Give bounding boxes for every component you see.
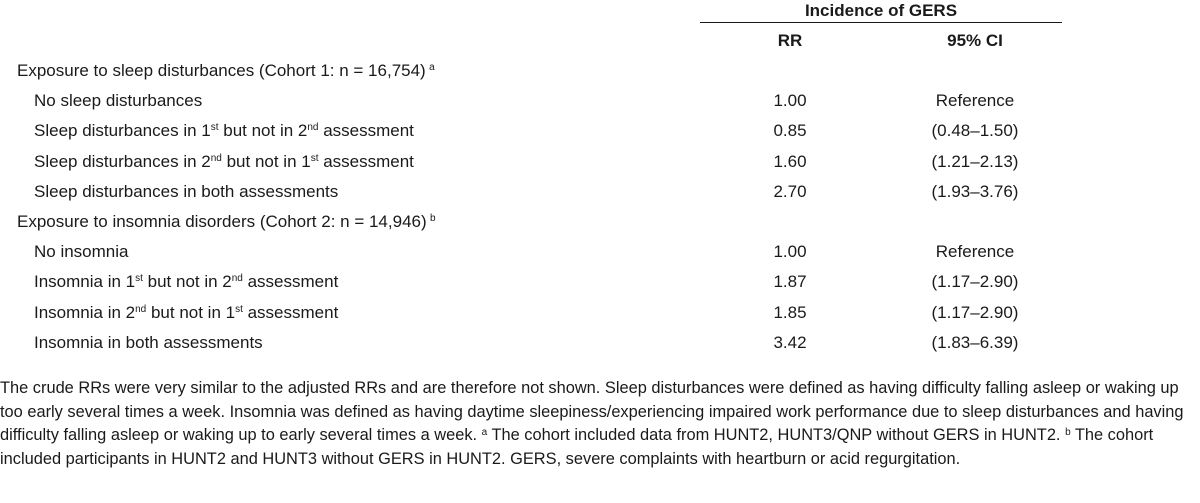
row-label	[34, 86, 202, 116]
section-row	[0, 207, 1200, 237]
rr-value: 3.42	[773, 332, 807, 352]
section-label	[17, 207, 436, 237]
footnote-marker: b	[430, 213, 436, 224]
column-header-rr: RR	[777, 31, 803, 50]
rr-value: 2.70	[773, 181, 807, 201]
footnote-a-text: The cohort included data from HUNT2, HUNT3/QNP without GERS in HUNT2.	[487, 426, 1061, 444]
label-text: but not in 1	[221, 151, 311, 171]
label-text: Insomnia in 2	[34, 302, 136, 322]
ci-value: (1.93–3.76)	[931, 181, 1019, 201]
rr-value: 1.00	[773, 242, 807, 262]
ordinal-suffix: nd	[307, 122, 319, 134]
rr-value: 0.85	[773, 121, 807, 141]
label-text: Sleep disturbances in both assessments	[34, 181, 339, 201]
ci-value: (1.17–2.90)	[931, 302, 1019, 322]
ordinal-suffix: st	[310, 152, 319, 164]
row-label	[34, 328, 263, 358]
column-header-ci: 95% CI	[947, 31, 1003, 50]
table-row	[0, 116, 1200, 146]
table-footnote	[0, 377, 1196, 471]
ci-value: (0.48–1.50)	[931, 121, 1019, 141]
table-row	[0, 298, 1200, 328]
table-row	[0, 267, 1200, 297]
footnote-main: The crude RRs were very similar to the adjusted RRs and are therefore not shown. Sleep disturbances were defined as having difficulty falling asleep or waking up too early several times a week. Insomnia was defined as having daytime sleepiness/experiencing impaired work performance due to sleep disturbances and having difficulty falling asleep or waking up to early several times a week.	[0, 379, 1184, 444]
section-label-text: Exposure to sleep disturbances (Cohort 1: n = 16,754)	[17, 61, 426, 80]
label-text: Sleep disturbances in 2	[34, 151, 211, 171]
section-label-text: Exposure to insomnia disorders (Cohort 2: n = 14,946)	[17, 212, 427, 231]
row-label	[34, 267, 338, 297]
ci-value: (1.21–2.13)	[931, 151, 1019, 171]
rr-value: 1.85	[773, 302, 807, 322]
row-label	[34, 116, 414, 146]
ordinal-suffix: nd	[231, 273, 243, 285]
label-text: No insomnia	[34, 242, 129, 262]
footnote-b-marker: b	[1065, 427, 1071, 438]
label-text: Insomnia in 1	[34, 272, 136, 292]
ci-value: (1.83–6.39)	[931, 332, 1019, 352]
table-row	[0, 328, 1200, 358]
table-row	[0, 237, 1200, 267]
ci-value: (1.17–2.90)	[931, 272, 1019, 292]
section-label	[17, 56, 435, 86]
row-label	[34, 177, 338, 207]
table-row	[0, 177, 1200, 207]
ordinal-suffix: st	[235, 303, 243, 315]
rr-value: 1.00	[773, 91, 807, 111]
rr-value: 1.60	[773, 151, 807, 171]
label-text: assessment	[318, 121, 414, 141]
label-text: Sleep disturbances in 1	[34, 121, 211, 141]
label-text: assessment	[242, 302, 339, 322]
ci-value: Reference	[935, 91, 1015, 111]
footnote-marker: a	[429, 62, 435, 73]
label-text: assessment	[242, 272, 339, 292]
ordinal-suffix: nd	[210, 152, 222, 164]
label-text: but not in 2	[142, 272, 232, 292]
group-header-rule	[700, 22, 1062, 23]
table-row	[0, 86, 1200, 116]
footnote-b-text: The cohort included participants in HUNT2 and HUNT3 without GERS in HUNT2. GERS, severe complaints with heartburn or acid regurgitation.	[0, 426, 1154, 468]
label-text: assessment	[318, 151, 414, 171]
section-row	[0, 56, 1200, 86]
label-text: Insomnia in both assessments	[34, 332, 263, 352]
ordinal-suffix: st	[210, 122, 219, 134]
label-text: but not in 1	[146, 302, 236, 322]
ordinal-suffix: st	[135, 273, 143, 285]
row-label	[34, 147, 414, 177]
ci-value: Reference	[935, 242, 1015, 262]
row-label	[34, 237, 129, 267]
ordinal-suffix: nd	[135, 303, 147, 315]
group-header: Incidence of GERS	[804, 1, 958, 20]
label-text: but not in 2	[218, 121, 308, 141]
rr-value: 1.87	[773, 272, 807, 292]
label-text: No sleep disturbances	[34, 91, 203, 111]
row-label	[34, 298, 338, 328]
footnote-a-marker: a	[481, 427, 488, 438]
table-row	[0, 147, 1200, 177]
